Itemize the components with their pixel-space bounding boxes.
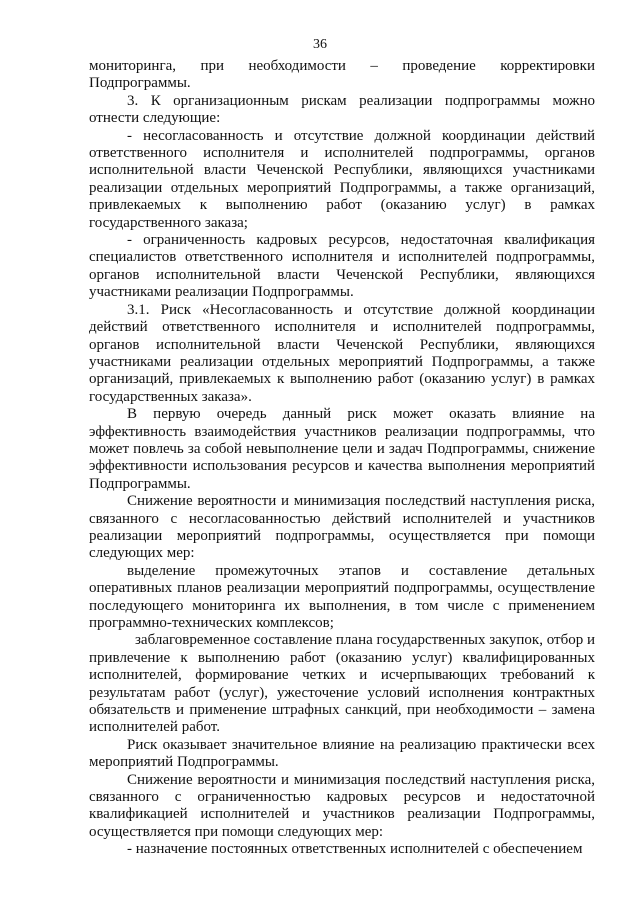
paragraph-risk-mitigation-1: Снижение вероятности и минимизация последствий наступления риска, связанного с несогласованностью действий исполнителей и участников реализации мероприятий подпрограммы, осуществляется при помощи следующих мер: (89, 493, 595, 562)
list-item-intermediate-stages: выделение промежуточных этапов и составление детальных оперативных планов реализации мероприятий подпрограммы, осуществление последующего мониторинга их выполнения, в том числе с применением программно-технических комплексов; (89, 562, 595, 631)
page-number: 36 (313, 37, 327, 52)
paragraph-risk-3-1: 3.1. Риск «Несогласованность и отсутствие должной координации действий ответственного исполнителя и исполнителей подпрограммы, органов исполнительной власти Чеченской Республики, являющихся участниками реализации отдельных мероприятий Подпрограммы, а также организаций, привлекаемых к выполнению работ (оказанию услуг) в рамках государственных заказа». (89, 301, 595, 405)
list-item-inconsistency: - несогласованность и отсутствие должной координации действий ответственного исполнителя и исполнителей подпрограммы, органов исполнительной власти Чеченской Республики, являющихся участниками реализации отдельных мероприятий Подпрограммы, а также организаций, привлекаемых к выполнению работ (оказанию услуг) в рамках государственного заказа; (89, 127, 595, 231)
list-item-staff-limitation: - ограниченность кадровых ресурсов, недостаточная квалификация специалистов ответственного исполнителя и исполнителей подпрограммы, органов исполнительной власти Чеченской Республики, являющихся участниками реализации Подпрограммы. (89, 232, 595, 301)
list-item-procurement-plan: заблаговременное составление плана государственных закупок, отбор и привлечение к выполнению работ (оказанию услуг) квалифицированных исполнителей, формирование четких и исчерпывающих требований к результатам работ (услуг), ужесточение условий исполнения контрактных обязательств и применение штрафных санкций, при необходимости – замена исполнителей работ. (89, 632, 595, 736)
document-body (89, 58, 595, 859)
paragraph-monitoring-continuation: мониторинга, при необходимости – проведение корректировки Подпрограммы. (89, 58, 595, 92)
paragraph-organizational-risks: 3. К организационным рискам реализации подпрограммы можно отнести следующие: (89, 92, 595, 127)
paragraph-risk-influence: Риск оказывает значительное влияние на реализацию практически всех мероприятий Подпрограммы. (89, 736, 595, 771)
paragraph-risk-mitigation-2: Снижение вероятности и минимизация последствий наступления риска, связанного с ограниченностью кадровых ресурсов и недостаточной квалификацией исполнителей и участников реализации Подпрограммы, осуществляется при помощи следующих мер: (89, 771, 595, 840)
list-item-permanent-executors: - назначение постоянных ответственных исполнителей с обеспечением (127, 841, 583, 858)
paragraph-risk-impact: В первую очередь данный риск может оказать влияние на эффективность взаимодействия участников реализации подпрограммы, что может повлечь за собой невыполнение цели и задач Подпрограммы, снижение эффективности использования ресурсов и качества выполнения мероприятий Подпрограммы. (89, 406, 595, 492)
